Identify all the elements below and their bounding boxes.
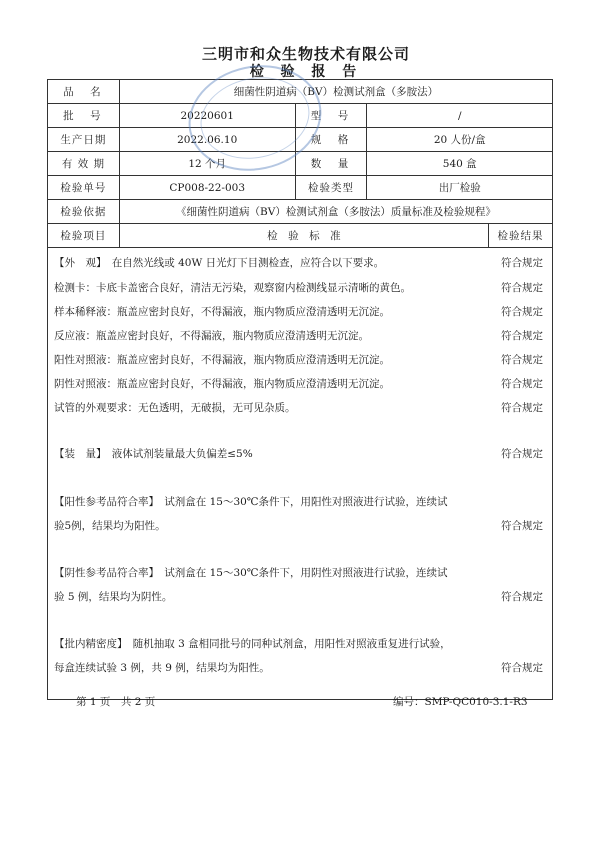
verdict-test-card: 符合规定	[501, 282, 543, 294]
verdict-positive-ref: 符合规定	[501, 520, 543, 532]
row-mfg-date	[48, 128, 553, 152]
verdict-positive-control: 符合规定	[501, 354, 543, 366]
row-validity	[48, 152, 553, 176]
inspection-type-value: 出厂检验	[367, 176, 553, 200]
batch-value: 20220601	[119, 104, 295, 128]
verdict-precision: 符合规定	[501, 662, 543, 674]
product-value: 细菌性阴道病（BV）检测试剂盒（多胺法）	[119, 80, 552, 104]
row-batch	[48, 104, 553, 128]
standard-line-negative-control: 阴性对照液：瓶盖应密封良好，不得漏液，瓶内物质应澄清透明无沉淀。	[54, 378, 390, 390]
basis-label: 检验依据	[48, 200, 120, 224]
standard-line-positive-ref-1: 【阳性参考品符合率】 试剂盒在 15～30℃条件下，用阳性对照液进行试验，连续试	[54, 496, 448, 508]
row-column-headers	[48, 224, 553, 248]
verdict-diluent: 符合规定	[501, 306, 543, 318]
batch-label: 批 号	[48, 104, 120, 128]
model-value: /	[367, 104, 553, 128]
inspection-no-label: 检验单号	[48, 176, 120, 200]
inspection-type-label: 检验类型	[295, 176, 367, 200]
model-label: 型 号	[295, 104, 367, 128]
standard-line-appearance: 【外 观】 在自然光线或 40W 日光灯下目测检查，应符合以下要求。	[54, 257, 385, 269]
spec-value: 20 人份/盒	[367, 128, 553, 152]
row-basis	[48, 200, 553, 224]
standard-line-positive-ref-2: 验5例，结果均为阳性。	[54, 520, 166, 532]
document-number: 编号：SMP-QC010-3.1-R3	[393, 696, 528, 708]
standard-line-negative-ref-1: 【阴性参考品符合率】 试剂盒在 15～30℃条件下，用阴性对照液进行试验，连续试	[54, 567, 448, 579]
row-inspection-no	[48, 176, 553, 200]
standard-line-diluent: 样本稀释液：瓶盖应密封良好，不得漏液，瓶内物质应澄清透明无沉淀。	[54, 306, 390, 318]
row-standards-body	[48, 248, 553, 700]
verdict-reaction-liquid: 符合规定	[501, 330, 543, 342]
validity-value: 12 个月	[119, 152, 295, 176]
column-result-header: 检验结果	[489, 224, 553, 248]
qty-value: 540 盒	[367, 152, 553, 176]
verdict-negative-control: 符合规定	[501, 378, 543, 390]
report-title: 检 验 报 告	[249, 64, 363, 80]
standards-body	[48, 248, 553, 700]
basis-value: 《细菌性阴道病（BV）检测试剂盒（多胺法）质量标准及检验规程》	[119, 200, 552, 224]
page-number: 第 1 页 共 2 页	[76, 696, 156, 708]
spec-label: 规 格	[295, 128, 367, 152]
verdict-filling: 符合规定	[501, 448, 543, 460]
qty-label: 数 量	[295, 152, 367, 176]
standard-line-precision-1: 【批内精密度】 随机抽取 3 盒相同批号的同种试剂盒，用阳性对照液重复进行试验，	[54, 638, 451, 650]
verdict-negative-ref: 符合规定	[501, 591, 543, 603]
inspection-no-value: CP008-22-003	[119, 176, 295, 200]
mfg-date-label: 生产日期	[48, 128, 120, 152]
standard-line-positive-control: 阳性对照液：瓶盖应密封良好，不得漏液，瓶内物质应澄清透明无沉淀。	[54, 354, 390, 366]
column-standard-header: 检 验 标 准	[119, 224, 488, 248]
company-name: 三明市和众生物技术有限公司	[201, 45, 410, 63]
product-label: 品 名	[48, 80, 120, 104]
row-product	[48, 80, 553, 104]
standard-line-precision-2: 每盒连续试验 3 例，共 9 例，结果均为阳性。	[54, 662, 270, 674]
standard-line-test-card: 检测卡：卡底卡盖密合良好，清洁无污染，观察窗内检测线显示清晰的黄色。	[54, 282, 411, 294]
standard-line-tube: 试管的外观要求：无色透明，无破损，无可见杂质。	[54, 402, 296, 414]
validity-label: 有 效 期	[48, 152, 120, 176]
standard-line-negative-ref-2: 验 5 例，结果均为阴性。	[54, 591, 173, 603]
verdict-appearance: 符合规定	[501, 257, 543, 269]
verdict-tube: 符合规定	[501, 402, 543, 414]
standard-line-filling: 【装 量】 液体试剂装量最大负偏差≤5%	[54, 448, 253, 460]
column-item-header: 检验项目	[48, 224, 120, 248]
report-table	[47, 79, 553, 700]
standard-line-reaction-liquid: 反应液：瓶盖应密封良好，不得漏液，瓶内物质应澄清透明无沉淀。	[54, 330, 369, 342]
mfg-date-value: 2022.06.10	[119, 128, 295, 152]
